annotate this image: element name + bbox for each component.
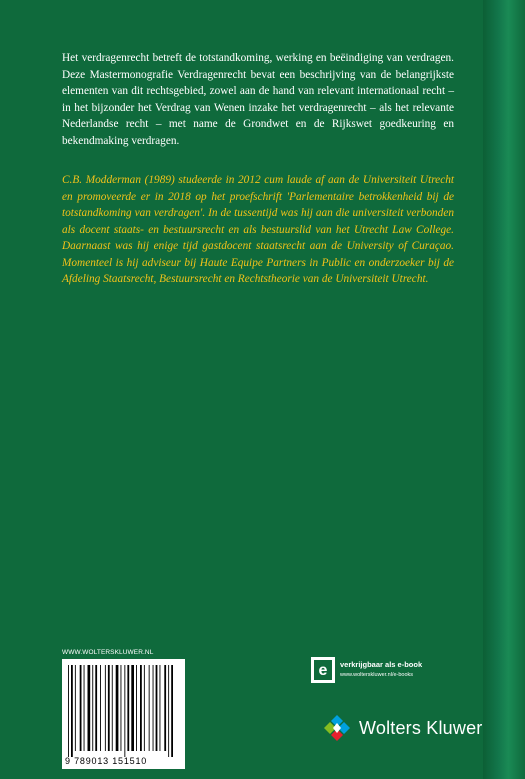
publisher-name: Wolters Kluwer [359, 717, 483, 738]
author-bio: C.B. Modderman (1989) studeerde in 2012 cum laude af aan de Universiteit Utrecht en promoveerde er in 2018 op het proefschrift 'Parlementaire betrokkenheid bij de totstandkoming van verdragen'. In de tussentijd was hij aan die universiteit verbonden als docent staats- en bestuursrecht en als bestuurslid van het Utrecht Law College. Daarnaast was hij enige tijd gastdocent staatsrecht aan de University of Curaçao. Momenteel is hij adviseur bij Haute Equipe Partners in Public en onderzoeker bij de Afdeling Staatsrecht, Bestuursrecht en Rechtstheorie van de Universiteit Utrecht. [62, 174, 454, 285]
barcode-bars [62, 659, 185, 769]
ebook-title: verkrijgbaar als e-book [340, 660, 423, 669]
isbn-barcode [62, 659, 185, 769]
text-block [62, 50, 454, 288]
ebook-icon-letter: e [318, 662, 328, 679]
ebook-icon [311, 657, 335, 683]
website-label: WWW.WOLTERSKLUWER.NL [62, 649, 154, 656]
ebook-url: www.wolterskluwer.nl/e-books [340, 672, 414, 678]
wolters-kluwer-logo-icon [322, 713, 352, 743]
book-summary: Het verdragenrecht betreft de totstandkoming, werking en beëindiging van verdragen. Deze Mastermonografie Verdragenrecht bevat een beschrijving van de belangrijkste elementen van dit rechtsgebied, zowel aan de hand van relevant internationaal recht – in het bijzonder het Verdrag van Wenen inzake het verdragenrecht – als het relevante Nederlandse recht – met name de Grondwet en de Rijkswet goedkeuring en bekendmaking verdragen. [62, 52, 454, 147]
spine-edge [483, 0, 525, 779]
isbn-number: 9 789013 151510 [65, 756, 148, 766]
ebook-badge[interactable] [311, 657, 422, 683]
publisher-logo [322, 713, 483, 743]
ebook-text [340, 660, 422, 680]
